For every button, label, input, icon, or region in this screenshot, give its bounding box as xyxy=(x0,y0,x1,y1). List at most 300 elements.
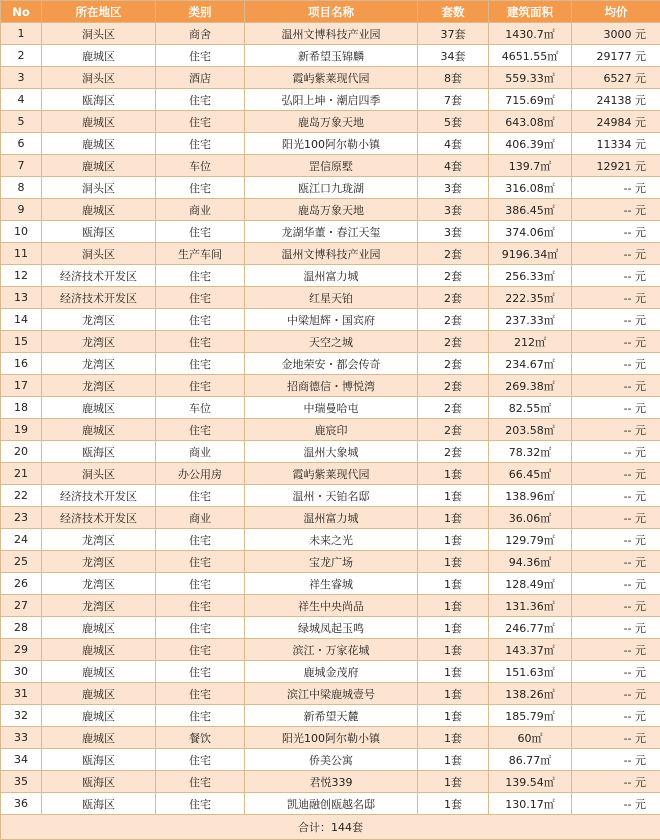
cell-count: 2套 xyxy=(418,353,489,375)
cell-no: 15 xyxy=(1,331,42,353)
cell-no: 34 xyxy=(1,749,42,771)
cell-area: 222.35㎡ xyxy=(489,287,572,309)
cell-no: 16 xyxy=(1,353,42,375)
cell-category: 住宅 xyxy=(156,287,245,309)
cell-district: 瓯海区 xyxy=(42,89,156,111)
cell-category: 住宅 xyxy=(156,485,245,507)
cell-project: 中梁旭辉・国宾府 xyxy=(245,309,418,331)
cell-project: 天空之城 xyxy=(245,331,418,353)
cell-count: 1套 xyxy=(418,661,489,683)
cell-count: 1套 xyxy=(418,793,489,815)
table-row xyxy=(1,287,660,309)
cell-area: 128.49㎡ xyxy=(489,573,572,595)
cell-price: -- 元 xyxy=(572,331,660,353)
cell-no: 1 xyxy=(1,23,42,45)
cell-district: 经济技术开发区 xyxy=(42,485,156,507)
cell-district: 瓯海区 xyxy=(42,749,156,771)
cell-area: 94.36㎡ xyxy=(489,551,572,573)
cell-district: 鹿城区 xyxy=(42,705,156,727)
cell-count: 1套 xyxy=(418,749,489,771)
cell-count: 3套 xyxy=(418,177,489,199)
cell-count: 1套 xyxy=(418,727,489,749)
cell-district: 瓯海区 xyxy=(42,793,156,815)
cell-project: 鹿城金茂府 xyxy=(245,661,418,683)
cell-count: 34套 xyxy=(418,45,489,67)
cell-district: 瓯海区 xyxy=(42,221,156,243)
cell-price: -- 元 xyxy=(572,573,660,595)
table-row xyxy=(1,331,660,353)
cell-district: 龙湾区 xyxy=(42,551,156,573)
cell-price: -- 元 xyxy=(572,507,660,529)
table-row xyxy=(1,573,660,595)
cell-no: 22 xyxy=(1,485,42,507)
cell-area: 386.45㎡ xyxy=(489,199,572,221)
cell-count: 1套 xyxy=(418,463,489,485)
cell-price: -- 元 xyxy=(572,243,660,265)
table-row xyxy=(1,639,660,661)
cell-district: 洞头区 xyxy=(42,177,156,199)
cell-count: 7套 xyxy=(418,89,489,111)
cell-area: 715.69㎡ xyxy=(489,89,572,111)
cell-project: 中瑞曼哈屯 xyxy=(245,397,418,419)
cell-area: 139.54㎡ xyxy=(489,771,572,793)
cell-no: 9 xyxy=(1,199,42,221)
table-row xyxy=(1,749,660,771)
cell-price: -- 元 xyxy=(572,661,660,683)
cell-area: 36.06㎡ xyxy=(489,507,572,529)
cell-area: 78.32㎡ xyxy=(489,441,572,463)
cell-category: 办公用房 xyxy=(156,463,245,485)
cell-category: 餐饮 xyxy=(156,727,245,749)
cell-category: 住宅 xyxy=(156,419,245,441)
cell-category: 住宅 xyxy=(156,177,245,199)
cell-count: 1套 xyxy=(418,617,489,639)
cell-category: 住宅 xyxy=(156,45,245,67)
cell-project: 霞屿紫莱现代园 xyxy=(245,463,418,485)
cell-price: 29177 元 xyxy=(572,45,660,67)
cell-count: 3套 xyxy=(418,199,489,221)
cell-category: 车位 xyxy=(156,397,245,419)
cell-project: 鹿岛万象天地 xyxy=(245,111,418,133)
cell-price: -- 元 xyxy=(572,463,660,485)
cell-district: 鹿城区 xyxy=(42,617,156,639)
cell-count: 2套 xyxy=(418,309,489,331)
cell-district: 洞头区 xyxy=(42,463,156,485)
cell-district: 龙湾区 xyxy=(42,375,156,397)
cell-project: 祥生中央尚品 xyxy=(245,595,418,617)
table-row xyxy=(1,595,660,617)
cell-category: 住宅 xyxy=(156,111,245,133)
cell-project: 鹿岛万象天地 xyxy=(245,199,418,221)
cell-district: 洞头区 xyxy=(42,67,156,89)
table-row xyxy=(1,551,660,573)
table-row xyxy=(1,221,660,243)
table-row xyxy=(1,419,660,441)
cell-count: 1套 xyxy=(418,639,489,661)
cell-no: 13 xyxy=(1,287,42,309)
cell-project: 金地荣安・都会传奇 xyxy=(245,353,418,375)
cell-no: 3 xyxy=(1,67,42,89)
cell-area: 139.7㎡ xyxy=(489,155,572,177)
cell-district: 瓯海区 xyxy=(42,441,156,463)
cell-count: 1套 xyxy=(418,705,489,727)
cell-price: -- 元 xyxy=(572,221,660,243)
table-row xyxy=(1,485,660,507)
cell-count: 2套 xyxy=(418,419,489,441)
cell-price: -- 元 xyxy=(572,397,660,419)
cell-project: 阳光100阿尔勒小镇 xyxy=(245,133,418,155)
cell-price: 6527 元 xyxy=(572,67,660,89)
table-row xyxy=(1,265,660,287)
cell-project: 温州・天铂名邸 xyxy=(245,485,418,507)
table-row xyxy=(1,727,660,749)
cell-area: 130.17㎡ xyxy=(489,793,572,815)
cell-project: 滨江中梁鹿城壹号 xyxy=(245,683,418,705)
cell-category: 酒店 xyxy=(156,67,245,89)
cell-category: 住宅 xyxy=(156,573,245,595)
cell-project: 温州富力城 xyxy=(245,507,418,529)
cell-project: 阳光100阿尔勒小镇 xyxy=(245,727,418,749)
footer-row xyxy=(1,815,660,840)
cell-area: 406.39㎡ xyxy=(489,133,572,155)
table-row xyxy=(1,353,660,375)
cell-category: 住宅 xyxy=(156,551,245,573)
cell-project: 未来之光 xyxy=(245,529,418,551)
cell-count: 1套 xyxy=(418,507,489,529)
cell-no: 19 xyxy=(1,419,42,441)
cell-category: 住宅 xyxy=(156,529,245,551)
cell-district: 鹿城区 xyxy=(42,111,156,133)
cell-district: 鹿城区 xyxy=(42,639,156,661)
cell-area: 374.06㎡ xyxy=(489,221,572,243)
cell-price: 3000 元 xyxy=(572,23,660,45)
cell-no: 24 xyxy=(1,529,42,551)
cell-district: 鹿城区 xyxy=(42,397,156,419)
cell-area: 9196.34㎡ xyxy=(489,243,572,265)
cell-district: 经济技术开发区 xyxy=(42,265,156,287)
cell-count: 2套 xyxy=(418,243,489,265)
cell-project: 温州文博科技产业园 xyxy=(245,23,418,45)
cell-category: 住宅 xyxy=(156,331,245,353)
cell-district: 瓯海区 xyxy=(42,771,156,793)
cell-project: 罡信原墅 xyxy=(245,155,418,177)
cell-no: 30 xyxy=(1,661,42,683)
table-row xyxy=(1,683,660,705)
cell-area: 316.08㎡ xyxy=(489,177,572,199)
cell-district: 龙湾区 xyxy=(42,353,156,375)
cell-no: 33 xyxy=(1,727,42,749)
cell-category: 住宅 xyxy=(156,353,245,375)
cell-district: 龙湾区 xyxy=(42,529,156,551)
cell-district: 鹿城区 xyxy=(42,199,156,221)
cell-area: 246.77㎡ xyxy=(489,617,572,639)
cell-district: 鹿城区 xyxy=(42,419,156,441)
cell-category: 住宅 xyxy=(156,683,245,705)
cell-area: 138.96㎡ xyxy=(489,485,572,507)
cell-count: 5套 xyxy=(418,111,489,133)
cell-category: 住宅 xyxy=(156,749,245,771)
table-row xyxy=(1,661,660,683)
cell-no: 7 xyxy=(1,155,42,177)
cell-category: 住宅 xyxy=(156,639,245,661)
cell-price: 12921 元 xyxy=(572,155,660,177)
cell-area: 212㎡ xyxy=(489,331,572,353)
table-row xyxy=(1,133,660,155)
cell-category: 住宅 xyxy=(156,309,245,331)
cell-no: 5 xyxy=(1,111,42,133)
table-row xyxy=(1,155,660,177)
table-row xyxy=(1,397,660,419)
cell-price: -- 元 xyxy=(572,485,660,507)
cell-no: 27 xyxy=(1,595,42,617)
cell-district: 洞头区 xyxy=(42,243,156,265)
header-price: 均价 xyxy=(572,1,660,23)
table-row xyxy=(1,375,660,397)
table-row xyxy=(1,67,660,89)
cell-area: 185.79㎡ xyxy=(489,705,572,727)
cell-area: 82.55㎡ xyxy=(489,397,572,419)
cell-project: 鹿宸印 xyxy=(245,419,418,441)
cell-district: 鹿城区 xyxy=(42,133,156,155)
cell-count: 2套 xyxy=(418,397,489,419)
cell-project: 招商德信・博悦湾 xyxy=(245,375,418,397)
cell-project: 温州文博科技产业园 xyxy=(245,243,418,265)
cell-no: 28 xyxy=(1,617,42,639)
cell-category: 住宅 xyxy=(156,617,245,639)
cell-price: -- 元 xyxy=(572,309,660,331)
cell-district: 经济技术开发区 xyxy=(42,287,156,309)
table-row xyxy=(1,23,660,45)
cell-count: 1套 xyxy=(418,683,489,705)
cell-price: -- 元 xyxy=(572,265,660,287)
cell-count: 37套 xyxy=(418,23,489,45)
table-row xyxy=(1,111,660,133)
cell-count: 4套 xyxy=(418,155,489,177)
cell-category: 住宅 xyxy=(156,221,245,243)
cell-area: 559.33㎡ xyxy=(489,67,572,89)
cell-price: -- 元 xyxy=(572,749,660,771)
cell-project: 凯迪融创瓯越名邸 xyxy=(245,793,418,815)
cell-price: -- 元 xyxy=(572,177,660,199)
cell-category: 住宅 xyxy=(156,133,245,155)
cell-no: 12 xyxy=(1,265,42,287)
cell-district: 鹿城区 xyxy=(42,661,156,683)
cell-district: 鹿城区 xyxy=(42,727,156,749)
cell-project: 瓯江口九珑湖 xyxy=(245,177,418,199)
cell-price: -- 元 xyxy=(572,727,660,749)
cell-category: 住宅 xyxy=(156,595,245,617)
cell-count: 1套 xyxy=(418,573,489,595)
cell-category: 住宅 xyxy=(156,771,245,793)
table-row xyxy=(1,705,660,727)
cell-area: 60㎡ xyxy=(489,727,572,749)
table-row xyxy=(1,771,660,793)
cell-count: 2套 xyxy=(418,287,489,309)
header-project: 项目名称 xyxy=(245,1,418,23)
cell-district: 龙湾区 xyxy=(42,595,156,617)
cell-category: 车位 xyxy=(156,155,245,177)
cell-area: 131.36㎡ xyxy=(489,595,572,617)
cell-no: 11 xyxy=(1,243,42,265)
cell-count: 1套 xyxy=(418,595,489,617)
header-no: No xyxy=(1,1,42,23)
cell-district: 鹿城区 xyxy=(42,45,156,67)
cell-category: 商业 xyxy=(156,507,245,529)
cell-project: 温州富力城 xyxy=(245,265,418,287)
cell-district: 经济技术开发区 xyxy=(42,507,156,529)
header-row xyxy=(1,1,660,23)
cell-no: 25 xyxy=(1,551,42,573)
cell-project: 侨美公寓 xyxy=(245,749,418,771)
cell-no: 10 xyxy=(1,221,42,243)
cell-price: -- 元 xyxy=(572,705,660,727)
cell-project: 宝龙广场 xyxy=(245,551,418,573)
cell-count: 2套 xyxy=(418,375,489,397)
cell-area: 203.58㎡ xyxy=(489,419,572,441)
table-row xyxy=(1,507,660,529)
header-category: 类别 xyxy=(156,1,245,23)
table-row xyxy=(1,177,660,199)
cell-no: 14 xyxy=(1,309,42,331)
cell-project: 龙湖华董・春江天玺 xyxy=(245,221,418,243)
table-row xyxy=(1,199,660,221)
cell-no: 6 xyxy=(1,133,42,155)
cell-count: 2套 xyxy=(418,265,489,287)
table-header xyxy=(1,1,660,23)
cell-project: 新希望玉锦麟 xyxy=(245,45,418,67)
cell-price: -- 元 xyxy=(572,551,660,573)
cell-district: 鹿城区 xyxy=(42,683,156,705)
header-district: 所在地区 xyxy=(42,1,156,23)
cell-area: 129.79㎡ xyxy=(489,529,572,551)
cell-area: 643.08㎡ xyxy=(489,111,572,133)
cell-project: 温州大象城 xyxy=(245,441,418,463)
cell-area: 151.63㎡ xyxy=(489,661,572,683)
cell-district: 洞头区 xyxy=(42,23,156,45)
table-row xyxy=(1,463,660,485)
table-row xyxy=(1,441,660,463)
cell-category: 住宅 xyxy=(156,375,245,397)
cell-count: 3套 xyxy=(418,221,489,243)
cell-project: 红星天铂 xyxy=(245,287,418,309)
table-row xyxy=(1,89,660,111)
cell-price: -- 元 xyxy=(572,595,660,617)
table-body xyxy=(1,23,660,815)
table-row xyxy=(1,793,660,815)
cell-project: 祥生睿城 xyxy=(245,573,418,595)
cell-price: -- 元 xyxy=(572,353,660,375)
cell-category: 住宅 xyxy=(156,793,245,815)
cell-no: 4 xyxy=(1,89,42,111)
cell-count: 2套 xyxy=(418,441,489,463)
cell-price: -- 元 xyxy=(572,441,660,463)
cell-price: 11334 元 xyxy=(572,133,660,155)
cell-area: 86.77㎡ xyxy=(489,749,572,771)
cell-project: 霞屿紫莱现代园 xyxy=(245,67,418,89)
cell-area: 234.67㎡ xyxy=(489,353,572,375)
cell-category: 生产车间 xyxy=(156,243,245,265)
cell-category: 住宅 xyxy=(156,661,245,683)
cell-area: 143.37㎡ xyxy=(489,639,572,661)
cell-no: 8 xyxy=(1,177,42,199)
cell-district: 龙湾区 xyxy=(42,573,156,595)
cell-no: 31 xyxy=(1,683,42,705)
cell-no: 35 xyxy=(1,771,42,793)
cell-area: 269.38㎡ xyxy=(489,375,572,397)
cell-price: -- 元 xyxy=(572,793,660,815)
header-count: 套数 xyxy=(418,1,489,23)
cell-count: 1套 xyxy=(418,529,489,551)
cell-project: 滨江・万家花城 xyxy=(245,639,418,661)
cell-category: 商业 xyxy=(156,199,245,221)
cell-area: 4651.55㎡ xyxy=(489,45,572,67)
cell-area: 237.33㎡ xyxy=(489,309,572,331)
cell-no: 17 xyxy=(1,375,42,397)
cell-area: 256.33㎡ xyxy=(489,265,572,287)
table-row xyxy=(1,45,660,67)
cell-category: 住宅 xyxy=(156,265,245,287)
cell-count: 8套 xyxy=(418,67,489,89)
cell-no: 26 xyxy=(1,573,42,595)
cell-category: 住宅 xyxy=(156,89,245,111)
cell-project: 弘阳上坤・潮启四季 xyxy=(245,89,418,111)
cell-project: 君悦339 xyxy=(245,771,418,793)
cell-price: 24138 元 xyxy=(572,89,660,111)
cell-no: 20 xyxy=(1,441,42,463)
cell-price: -- 元 xyxy=(572,771,660,793)
cell-area: 1430.7㎡ xyxy=(489,23,572,45)
cell-category: 商业 xyxy=(156,441,245,463)
cell-area: 138.26㎡ xyxy=(489,683,572,705)
header-area: 建筑面积 xyxy=(489,1,572,23)
cell-price: -- 元 xyxy=(572,683,660,705)
cell-district: 鹿城区 xyxy=(42,155,156,177)
cell-no: 23 xyxy=(1,507,42,529)
cell-count: 1套 xyxy=(418,771,489,793)
table-row xyxy=(1,309,660,331)
cell-price: 24984 元 xyxy=(572,111,660,133)
table-row xyxy=(1,529,660,551)
cell-district: 龙湾区 xyxy=(42,331,156,353)
cell-price: -- 元 xyxy=(572,287,660,309)
cell-no: 32 xyxy=(1,705,42,727)
cell-category: 商舍 xyxy=(156,23,245,45)
cell-price: -- 元 xyxy=(572,419,660,441)
cell-price: -- 元 xyxy=(572,375,660,397)
cell-count: 2套 xyxy=(418,331,489,353)
cell-project: 新希望天麓 xyxy=(245,705,418,727)
table-footer xyxy=(1,815,660,840)
table-row xyxy=(1,243,660,265)
cell-district: 龙湾区 xyxy=(42,309,156,331)
cell-price: -- 元 xyxy=(572,529,660,551)
cell-price: -- 元 xyxy=(572,639,660,661)
cell-count: 4套 xyxy=(418,133,489,155)
cell-category: 住宅 xyxy=(156,705,245,727)
cell-count: 1套 xyxy=(418,485,489,507)
cell-price: -- 元 xyxy=(572,199,660,221)
cell-project: 绿城凤起玉鸣 xyxy=(245,617,418,639)
cell-no: 29 xyxy=(1,639,42,661)
cell-area: 66.45㎡ xyxy=(489,463,572,485)
cell-no: 2 xyxy=(1,45,42,67)
table-row xyxy=(1,617,660,639)
cell-count: 1套 xyxy=(418,551,489,573)
cell-no: 36 xyxy=(1,793,42,815)
total-cell: 合计：144套 xyxy=(1,815,660,840)
cell-no: 21 xyxy=(1,463,42,485)
cell-price: -- 元 xyxy=(572,617,660,639)
